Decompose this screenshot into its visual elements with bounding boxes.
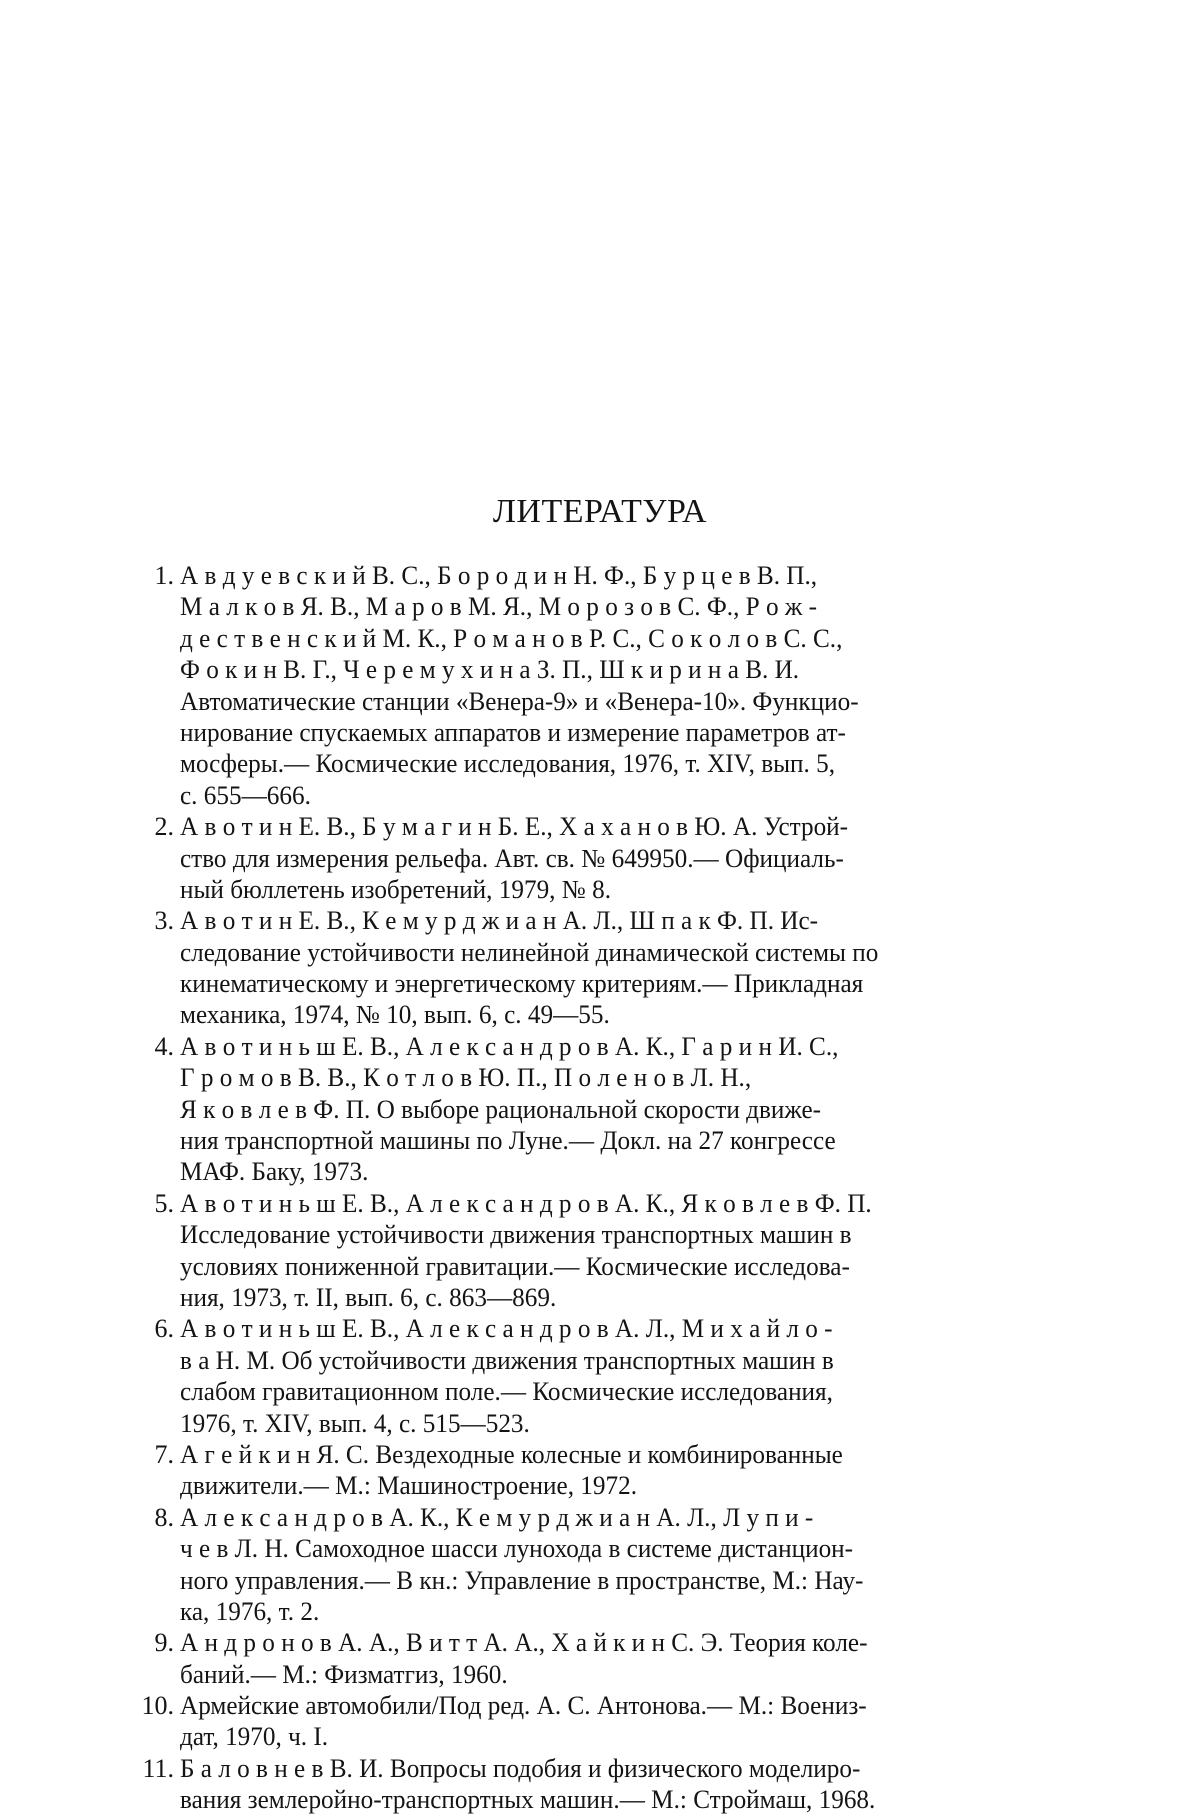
reference-line: слабом гравитационном поле.— Космические исследования, bbox=[180, 1377, 833, 1407]
reference-line: А в о т и н ь ш Е. В., А л е к с а н д р о в А. К., Я к о в л е в Ф. П. bbox=[180, 1188, 872, 1218]
reference-number: 1. bbox=[154, 561, 174, 590]
reference-line: А г е й к и н Я. С. Вездеходные колесные и комбинированные bbox=[180, 1439, 843, 1469]
reference-number: 8. bbox=[154, 1502, 174, 1532]
reference-line: Ф о к и н В. Г., Ч е р е м у х и н а З. П., Ш к и р и н а В. И. bbox=[180, 655, 800, 685]
reference-line: следование устойчивости нелинейной динамической системы по bbox=[180, 937, 879, 967]
reference-entry bbox=[128, 905, 1088, 1031]
reference-text bbox=[180, 560, 1088, 811]
reference-entry bbox=[128, 811, 1088, 905]
reference-line: А в о т и н Е. В., К е м у р д ж и а н А. Л., Ш п а к Ф. П. Ис- bbox=[180, 906, 819, 936]
reference-line: А в о т и н Е. В., Б у м а г и н Б. Е., Х а х а н о в Ю. А. Устрой- bbox=[180, 812, 849, 842]
reference-line: 1976, т. XIV, вып. 4, с. 515—523. bbox=[180, 1408, 530, 1438]
reference-number: 9. bbox=[154, 1628, 174, 1658]
reference-line: условиях пониженной гравитации.— Космические исследова- bbox=[180, 1251, 850, 1281]
reference-line: ство для измерения рельефа. Авт. св. № 649950.— Официаль- bbox=[180, 843, 844, 873]
reference-number: 6. bbox=[154, 1314, 174, 1344]
reference-entry bbox=[128, 1753, 1088, 1816]
reference-line: ный бюллетень изобретений, 1979, № 8. bbox=[180, 874, 612, 904]
reference-line: ния транспортной машины по Луне.— Докл. на 27 конгрессе bbox=[180, 1126, 836, 1156]
reference-line: кинематическому и энергетическому критериям.— Прикладная bbox=[180, 969, 864, 999]
reference-line: А л е к с а н д р о в А. К., К е м у р д ж и а н А. Л., Л у п и - bbox=[180, 1502, 814, 1532]
reference-line: нирование спускаемых аппаратов и измерение параметров ат- bbox=[180, 717, 846, 747]
reference-entry bbox=[128, 1690, 1088, 1753]
reference-line: МАФ. Баку, 1973. bbox=[180, 1157, 369, 1187]
reference-number: 5. bbox=[154, 1188, 174, 1218]
reference-line: ного управления.— В кн.: Управление в пространстве, М.: Нау- bbox=[180, 1565, 864, 1595]
reference-line: Исследование устойчивости движения транспортных машин в bbox=[180, 1220, 852, 1250]
reference-text bbox=[180, 1313, 1088, 1439]
reference-text bbox=[180, 1188, 1088, 1314]
reference-line: движители.— М.: Машиностроение, 1972. bbox=[180, 1471, 637, 1501]
reference-number: 3. bbox=[154, 906, 174, 936]
reference-line: ния, 1973, т. II, вып. 6, с. 863—869. bbox=[180, 1282, 557, 1312]
reference-line: Автоматические станции «Венера-9» и «Венера-10». Функцио- bbox=[180, 686, 859, 716]
reference-line: мосферы.— Космические исследования, 1976, т. XIV, вып. 5, bbox=[180, 749, 836, 779]
reference-line: ка, 1976, т. 2. bbox=[180, 1596, 320, 1626]
reference-number: 2. bbox=[154, 812, 174, 842]
reference-line: А н д р о н о в А. А., В и т т А. А., Х а й к и н С. Э. Теория коле- bbox=[180, 1628, 868, 1658]
reference-line: ч е в Л. Н. Самоходное шасси лунохода в системе дистанцион- bbox=[180, 1534, 854, 1564]
reference-text bbox=[180, 1031, 1088, 1188]
reference-entry bbox=[128, 1627, 1088, 1690]
reference-entry bbox=[128, 560, 1088, 811]
reference-entry bbox=[128, 1031, 1088, 1188]
reference-text bbox=[180, 1439, 1088, 1502]
reference-line: А в о т и н ь ш Е. В., А л е к с а н д р о в А. Л., М и х а й л о - bbox=[180, 1314, 833, 1344]
reference-line: Б а л о в н е в В. И. Вопросы подобия и физического моделиро- bbox=[180, 1753, 861, 1783]
reference-text bbox=[180, 1690, 1088, 1753]
reference-line: механика, 1974, № 10, вып. 6, с. 49—55. bbox=[180, 1000, 610, 1030]
page-title: ЛИТЕРАТУРА bbox=[492, 493, 708, 530]
reference-text bbox=[180, 1502, 1088, 1628]
reference-number: 11. bbox=[142, 1753, 174, 1783]
reference-text bbox=[180, 1753, 1088, 1816]
reference-text bbox=[180, 905, 1088, 1031]
reference-number: 10. bbox=[141, 1691, 174, 1721]
reference-number: 4. bbox=[154, 1031, 174, 1061]
reference-line: баний.— М.: Физматгиз, 1960. bbox=[180, 1659, 508, 1689]
reference-line: в а Н. М. Об устойчивости движения транспортных машин в bbox=[180, 1345, 834, 1375]
reference-entry bbox=[128, 1439, 1088, 1502]
reference-entry bbox=[128, 1502, 1088, 1628]
reference-entry bbox=[128, 1188, 1088, 1314]
reference-line: А в о т и н ь ш Е. В., А л е к с а н д р о в А. К., Г а р и н И. С., bbox=[180, 1031, 839, 1061]
reference-entry bbox=[128, 1313, 1088, 1439]
reference-line: М а л к о в Я. В., М а р о в М. Я., М о р о з о в С. Ф., Р о ж - bbox=[180, 592, 817, 622]
reference-list bbox=[128, 560, 1088, 1816]
reference-line: дат, 1970, ч. I. bbox=[180, 1722, 329, 1752]
reference-line: д е с т в е н с к и й М. К., Р о м а н о в Р. С., С о к о л о в С. С., bbox=[180, 623, 843, 653]
reference-line: Я к о в л е в Ф. П. О выборе рациональной скорости движе- bbox=[180, 1094, 822, 1124]
reference-text bbox=[180, 811, 1088, 905]
reference-line: А в д у е в с к и й В. С., Б о р о д и н Н. Ф., Б у р ц е в В. П., bbox=[180, 561, 818, 590]
reference-line: Г р о м о в В. В., К о т л о в Ю. П., П о л е н о в Л. Н., bbox=[180, 1063, 752, 1093]
reference-text bbox=[180, 1627, 1088, 1690]
reference-number: 7. bbox=[154, 1439, 174, 1469]
reference-line: Армейские автомобили/Под ред. А. С. Антонова.— М.: Воениз- bbox=[180, 1691, 867, 1721]
reference-line: с. 655—666. bbox=[180, 780, 311, 810]
reference-line: вания землеройно-транспортных машин.— М.: Строймаш, 1968. bbox=[180, 1785, 876, 1815]
